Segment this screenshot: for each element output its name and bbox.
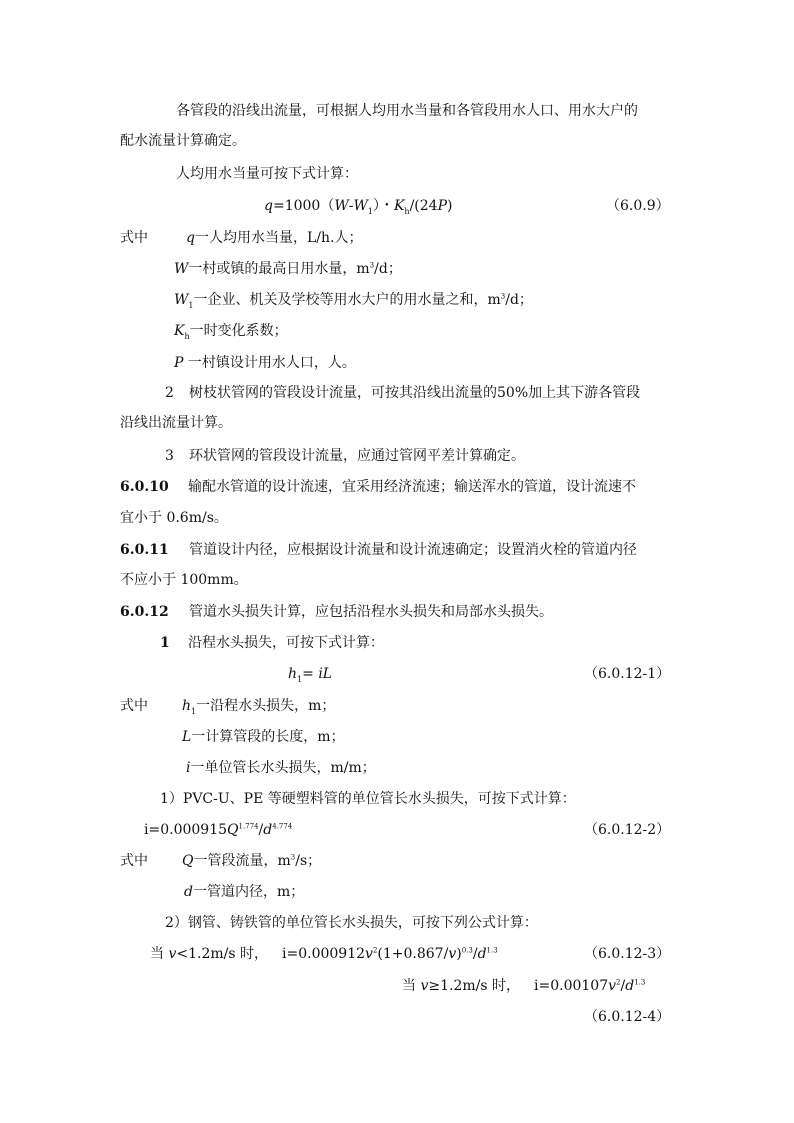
symbol-definition: $K_h$一时变化系数； (174, 323, 288, 341)
section-number: 6.0.10 (120, 479, 169, 495)
equation-6-0-12-3: 当 v<1.2m/s 时， $i=0.000912v^2(1+0.867/v)^{0.3}/d^{1.3}$ (150, 946, 498, 962)
paragraph-line: 不应小于 100mm。 (120, 572, 248, 588)
section-number: 6.0.11 (120, 542, 169, 558)
paragraph-line: 各管段的沿线出流量，可根据人均用水当量和各管段用水人口、用水大户的 (176, 103, 638, 119)
list-item-number: 3 (165, 448, 174, 464)
symbol-definition: P 一村镇设计用水人口，人。 (174, 355, 356, 371)
symbol-definition: Q一管段流量，$m^3/s$； (182, 853, 322, 869)
equation-number: （6.0.12-3） (584, 946, 671, 962)
paragraph-line: 宜小于 0.6m/s。 (120, 510, 228, 526)
list-item-number: 2 (165, 385, 174, 401)
symbol-definition: q一人均用水当量，L/h.人； (186, 230, 363, 246)
equation-6-0-12-2: $i=0.000915Q^{1.774}/d^{4.774}$ (144, 822, 293, 838)
paragraph-line: 沿线出流量计算。 (120, 415, 232, 431)
equation-6-0-12-1: $h_1=$ iL (288, 666, 333, 684)
list-item-number: 1 (160, 635, 170, 651)
equation-number: （6.0.12-4） (584, 1009, 671, 1025)
where-label: 式中 (120, 230, 148, 246)
where-label: 式中 (120, 698, 148, 714)
symbol-definition: L一计算管段的长度，m； (182, 729, 345, 745)
paragraph-line: 人均用水当量可按下式计算： (176, 166, 358, 182)
where-label: 式中 (120, 853, 148, 869)
symbol-definition: i一单位管长水头损失，m/m； (186, 760, 376, 776)
paragraph-line: 管道设计内径，应根据设计流量和设计流速确定；设置消火栓的管道内径 (189, 542, 637, 558)
sub-item-heading: 1）PVC-U、PE 等硬塑料管的单位管长水头损失，可按下式计算： (160, 791, 576, 807)
paragraph-line: 输配水管道的设计流速，宜采用经济流速；输送浑水的管道，设计流速不 (188, 479, 636, 495)
equation-number: （6.0.12-2） (584, 822, 671, 838)
symbol-definition: W一村或镇的最高日用水量，$m^3/d$； (174, 261, 402, 277)
paragraph-line: 环状管网的管段设计流量，应通过管网平差计算确定。 (189, 448, 525, 464)
symbol-definition: $W_1$一企业、机关及学校等用水大户的用水量之和，$m^3/d$； (174, 292, 533, 310)
symbol-definition: $h_1$一沿程水头损失，m； (182, 698, 336, 716)
paragraph-line: 管道水头损失计算，应包括沿程水头损失和局部水头损失。 (189, 604, 553, 620)
equation-6-0-9: $q=1000(W-W_1)$・$K_h/(24P)$ (264, 198, 453, 216)
equation-number: （6.0.9） (606, 198, 670, 214)
symbol-definition: d一管道内径，m； (184, 884, 305, 900)
sub-item-heading: 2）钢管、铸铁管的单位管长水头损失，可按下列公式计算： (165, 915, 538, 931)
equation-number: （6.0.12-1） (584, 666, 671, 682)
paragraph-line: 配水流量计算确定。 (120, 133, 246, 149)
section-number: 6.0.12 (120, 604, 169, 620)
paragraph-line: 沿程水头损失，可按下式计算： (188, 635, 384, 651)
equation-6-0-12-4: 当 v≥1.2m/s 时， $i=0.00107v^2/d^{1.3}$ (402, 978, 646, 994)
paragraph-line: 树枝状管网的管段设计流量，可按其沿线出流量的50%加上其下游各管段 (189, 385, 641, 401)
